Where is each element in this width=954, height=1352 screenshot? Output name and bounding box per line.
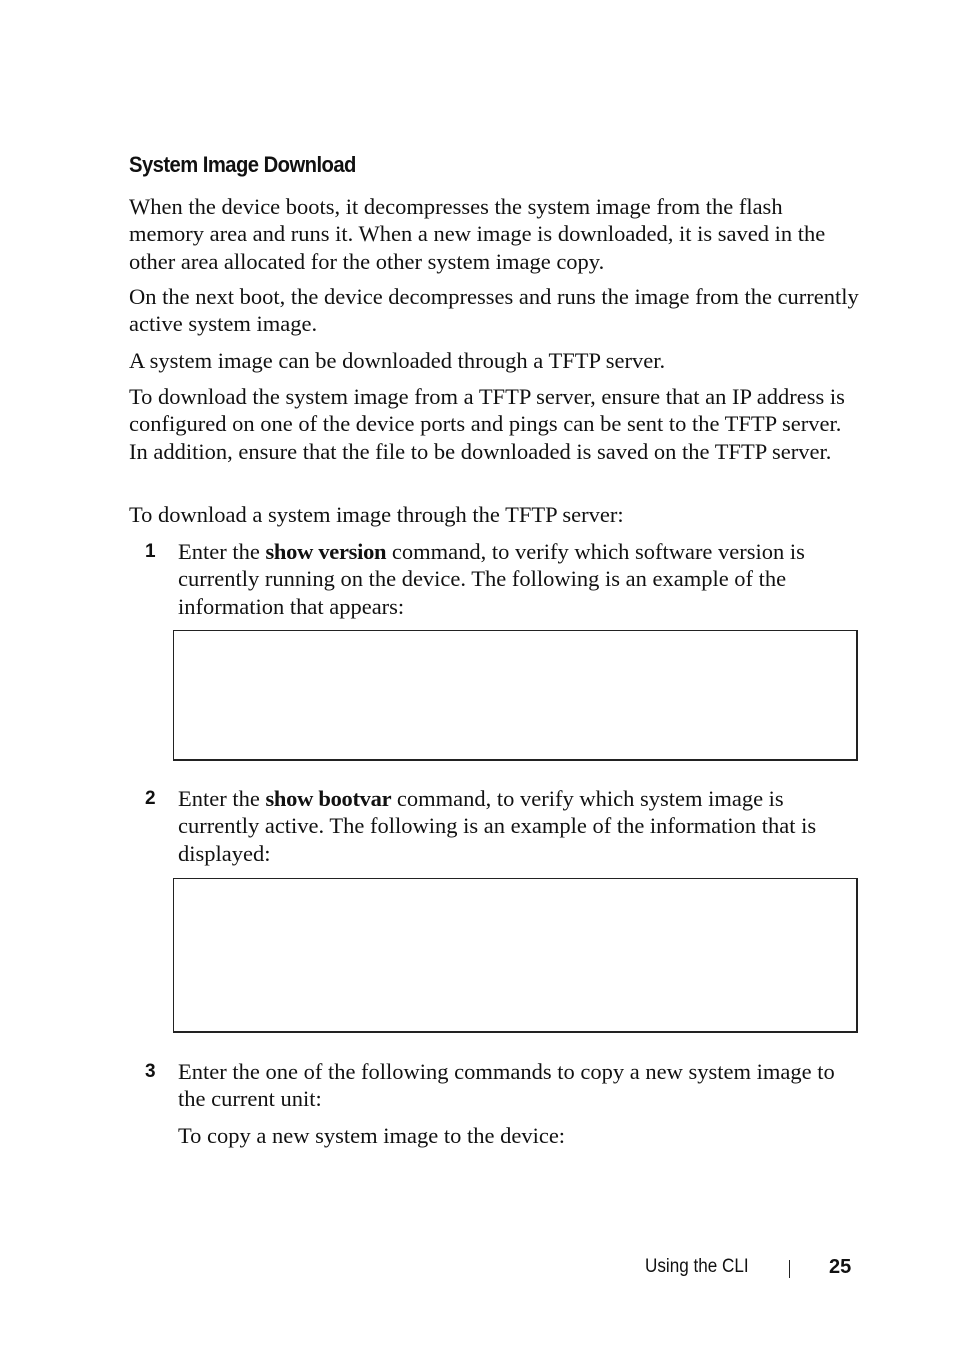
paragraph-procedure-intro: To download a system image through the TFTP server: [129, 502, 624, 527]
step-number: 1 [145, 541, 156, 562]
step-subtext: To copy a new system image to the device: [178, 1123, 566, 1148]
footer-divider [789, 1260, 790, 1278]
step-text: Enter the show bootvar command, to verify which system image is currently active. The following is an example of the information that is displayed: [178, 786, 817, 866]
paragraph-boot-process: When the device boots, it decompresses the system image from the flash memory area and runs it. When a new image is downloaded, it is saved in the other area allocated for the other system image copy. [129, 194, 826, 274]
code-example-box-2 [173, 878, 858, 1033]
footer-section-title: Using the CLI [645, 1256, 749, 1277]
command-show-bootvar: show bootvar [265, 786, 392, 811]
step-text: Enter the show version command, to verify which software version is currently running on the device. The following is an example of the information that appears: [178, 539, 805, 619]
section-heading: System Image Download [129, 152, 356, 177]
paragraph-tftp-intro: A system image can be downloaded through a TFTP server. [129, 348, 666, 373]
code-example-box-1 [173, 630, 858, 761]
command-show-version: show version [265, 539, 387, 564]
paragraph-next-boot: On the next boot, the device decompresses and runs the image from the currently active system image. [129, 284, 859, 337]
step-text: Enter the one of the following commands to copy a new system image to the current unit: [178, 1059, 835, 1112]
step-number: 2 [145, 788, 156, 809]
page-number: 25 [829, 1256, 852, 1278]
step-number: 3 [145, 1061, 156, 1082]
paragraph-tftp-requirements: To download the system image from a TFTP server, ensure that an IP address is configured on one of the device ports and pings can be sent to the TFTP server. In addition, ensure that the file to be downloaded is saved on the TFTP server. [129, 384, 845, 464]
